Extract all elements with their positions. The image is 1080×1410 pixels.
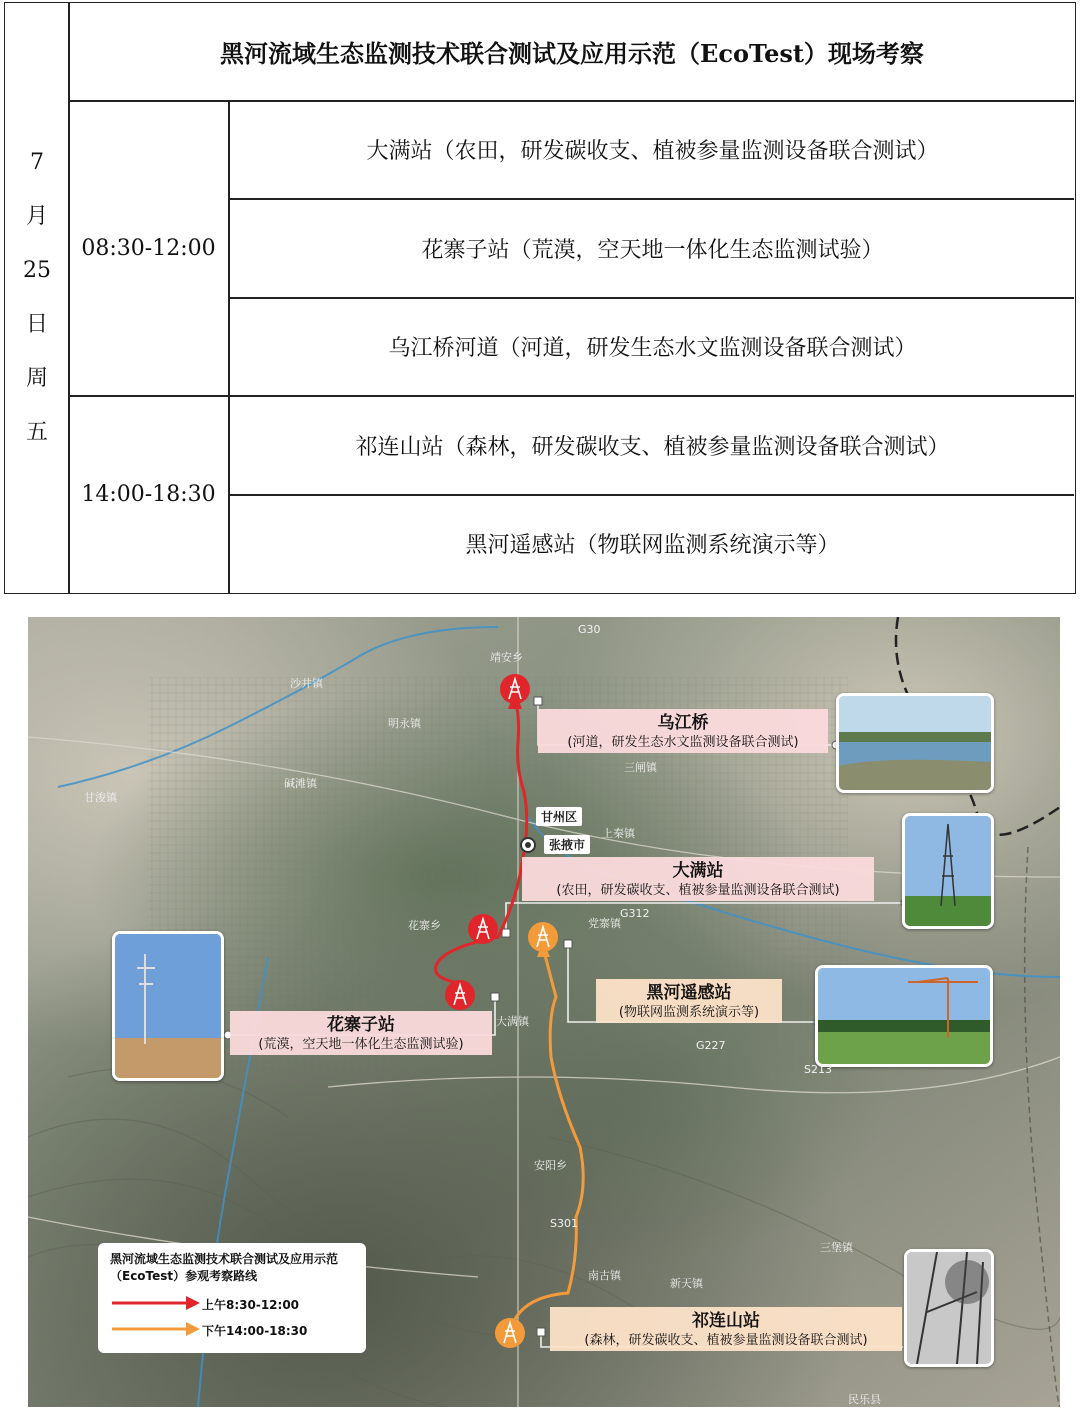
date-char: 25 — [23, 258, 51, 283]
place-label: 民乐县 — [848, 1393, 881, 1406]
pin-wujiangqiao — [500, 674, 530, 704]
legend-afternoon: 下午14:00-18:30 — [202, 1324, 308, 1338]
schedule-title: 黑河流域生态监测技术联合测试及应用示范（EcoTest）现场考察 — [220, 39, 924, 68]
pin-qilianshan — [495, 1318, 525, 1348]
label-daman — [522, 857, 874, 901]
label-huazhaizi — [230, 1011, 492, 1055]
date-column — [5, 3, 69, 593]
place-label: 新天镇 — [670, 1277, 703, 1290]
date-char: 周 — [25, 366, 48, 391]
pin-heihe — [528, 922, 558, 952]
label-qilianshan — [550, 1307, 902, 1351]
road-label: G227 — [696, 1039, 726, 1052]
station-name: 大满站 — [672, 861, 724, 881]
date-char: 7 — [30, 150, 44, 175]
morning-time: 08:30-12:00 — [81, 235, 216, 261]
schedule-row: 乌江桥河道（河道，研发生态水文监测设备联合测试） — [388, 336, 917, 361]
photo-wujiangqiao — [836, 693, 994, 793]
place-label: 三闸镇 — [624, 761, 657, 774]
date-char: 日 — [25, 312, 48, 337]
schedule-table — [4, 2, 1076, 594]
place-label: 安阳乡 — [534, 1159, 567, 1172]
legend-arrows — [108, 1289, 208, 1349]
legend-title: 黑河流域生态监测技术联合测试及应用示范（EcoTest）参观考察路线 — [110, 1252, 339, 1283]
photo-qilianshan — [904, 1249, 994, 1367]
label-heihe — [596, 979, 782, 1023]
place-label: 党寨镇 — [588, 917, 621, 930]
photo-heihe — [815, 965, 993, 1067]
legend-morning: 上午8:30-12:00 — [202, 1298, 300, 1312]
label-wujiangqiao — [538, 709, 828, 753]
afternoon-time: 14:00-18:30 — [81, 481, 216, 507]
date-char: 五 — [25, 420, 48, 445]
place-label: 沙井镇 — [290, 677, 323, 690]
schedule-row: 花寨子站（荒漠，空天地一体化生态监测试验） — [421, 237, 884, 263]
station-name: 乌江桥 — [657, 713, 709, 733]
station-desc: (荒漠，空天地一体化生态监测试验) — [258, 1037, 464, 1052]
schedule-row: 祁连山站（森林，研发碳收支、植被参量监测设备联合测试） — [355, 434, 950, 460]
photo-huazhaizi — [112, 931, 224, 1081]
pin-daman — [468, 914, 498, 944]
road-label: G312 — [620, 907, 650, 920]
place-label: 南古镇 — [588, 1269, 621, 1282]
map-legend — [98, 1243, 366, 1353]
city-name-label: 张掖市 — [544, 835, 590, 854]
station-name: 黑河遥感站 — [646, 983, 732, 1003]
place-label: 甘浚镇 — [84, 791, 117, 804]
station-desc: (河道，研发生态水文监测设备联合测试) — [567, 735, 799, 750]
place-label: 大满镇 — [496, 1015, 529, 1028]
road-label: G30 — [578, 623, 601, 636]
place-label: 碱滩镇 — [284, 777, 317, 790]
photo-daman — [902, 813, 994, 929]
pin-huazhaizi — [445, 980, 475, 1010]
place-label: 花寨乡 — [408, 919, 441, 932]
place-label: 三堡镇 — [820, 1241, 853, 1254]
place-label: 上秦镇 — [602, 827, 635, 840]
road-label: S213 — [804, 1063, 832, 1076]
station-name: 祁连山站 — [692, 1311, 760, 1331]
schedule-row: 黑河遥感站（物联网监测系统演示等） — [465, 533, 840, 558]
station-desc: (农田，研发碳收支、植被参量监测设备联合测试) — [556, 883, 840, 898]
place-label: 明永镇 — [388, 717, 421, 730]
station-desc: (森林，研发碳收支、植被参量监测设备联合测试) — [584, 1333, 868, 1348]
place-label: 靖安乡 — [490, 651, 523, 664]
schedule-row: 大满站（农田，研发碳收支、植被参量监测设备联合测试） — [366, 139, 939, 164]
road-label: S301 — [550, 1217, 578, 1230]
route-map — [28, 617, 1060, 1407]
station-desc: (物联网监测系统演示等) — [618, 1005, 760, 1020]
city-district-label: 甘州区 — [536, 807, 582, 826]
date-char: 月 — [25, 204, 48, 229]
station-name: 花寨子站 — [327, 1015, 395, 1035]
